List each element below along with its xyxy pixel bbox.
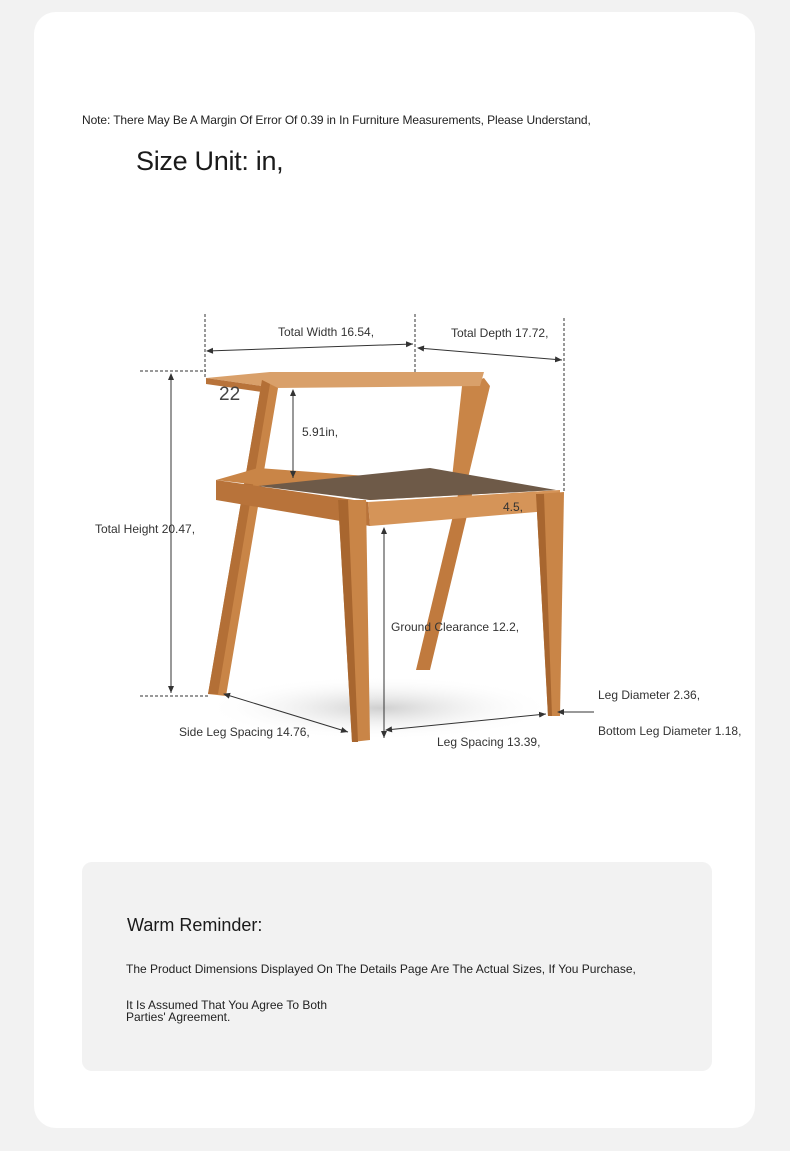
total-depth-line [418, 348, 562, 360]
leg-spacing-label: Leg Spacing 13.39, [437, 735, 541, 749]
total-width-line [207, 344, 413, 351]
front-left-leg-edge [208, 380, 270, 694]
shelf-gap-label: 5.91in, [302, 425, 339, 439]
size-unit-heading: Size Unit: in, [136, 146, 284, 176]
total-depth-label: Total Depth 17.72, [451, 326, 549, 340]
shelf-thickness-label: 4.5, [503, 500, 524, 514]
warm-reminder-line-1: The Product Dimensions Displayed On The Details Page Are The Actual Sizes, If You Purchase, [126, 962, 636, 976]
leg-diameter-label: Leg Diameter 2.36, [598, 688, 701, 702]
bottom-leg-diameter-label: Bottom Leg Diameter 1.18, [598, 724, 742, 738]
total-width-label: Total Width 16.54, [278, 325, 375, 339]
warm-reminder-panel [82, 862, 712, 1071]
ground-clearance-label: Ground Clearance 12.2, [391, 620, 520, 634]
warm-reminder-line-2a: It Is Assumed That You Agree To Both [126, 998, 328, 1012]
warm-reminder-line-2 [126, 999, 327, 1023]
total-height-label: Total Height 20.47, [95, 522, 196, 536]
measurement-note: Note: There May Be A Margin Of Error Of 0.39 in In Furniture Measurements, Please Understand, [82, 113, 591, 127]
warm-reminder-title: Warm Reminder: [127, 915, 263, 935]
side-leg-spacing-label: Side Leg Spacing 14.76, [179, 725, 310, 739]
warm-reminder-line-2b: Parties' Agreement. [126, 1010, 231, 1024]
upper-right-support [452, 378, 490, 478]
top-marker-label: 22 [219, 384, 241, 405]
